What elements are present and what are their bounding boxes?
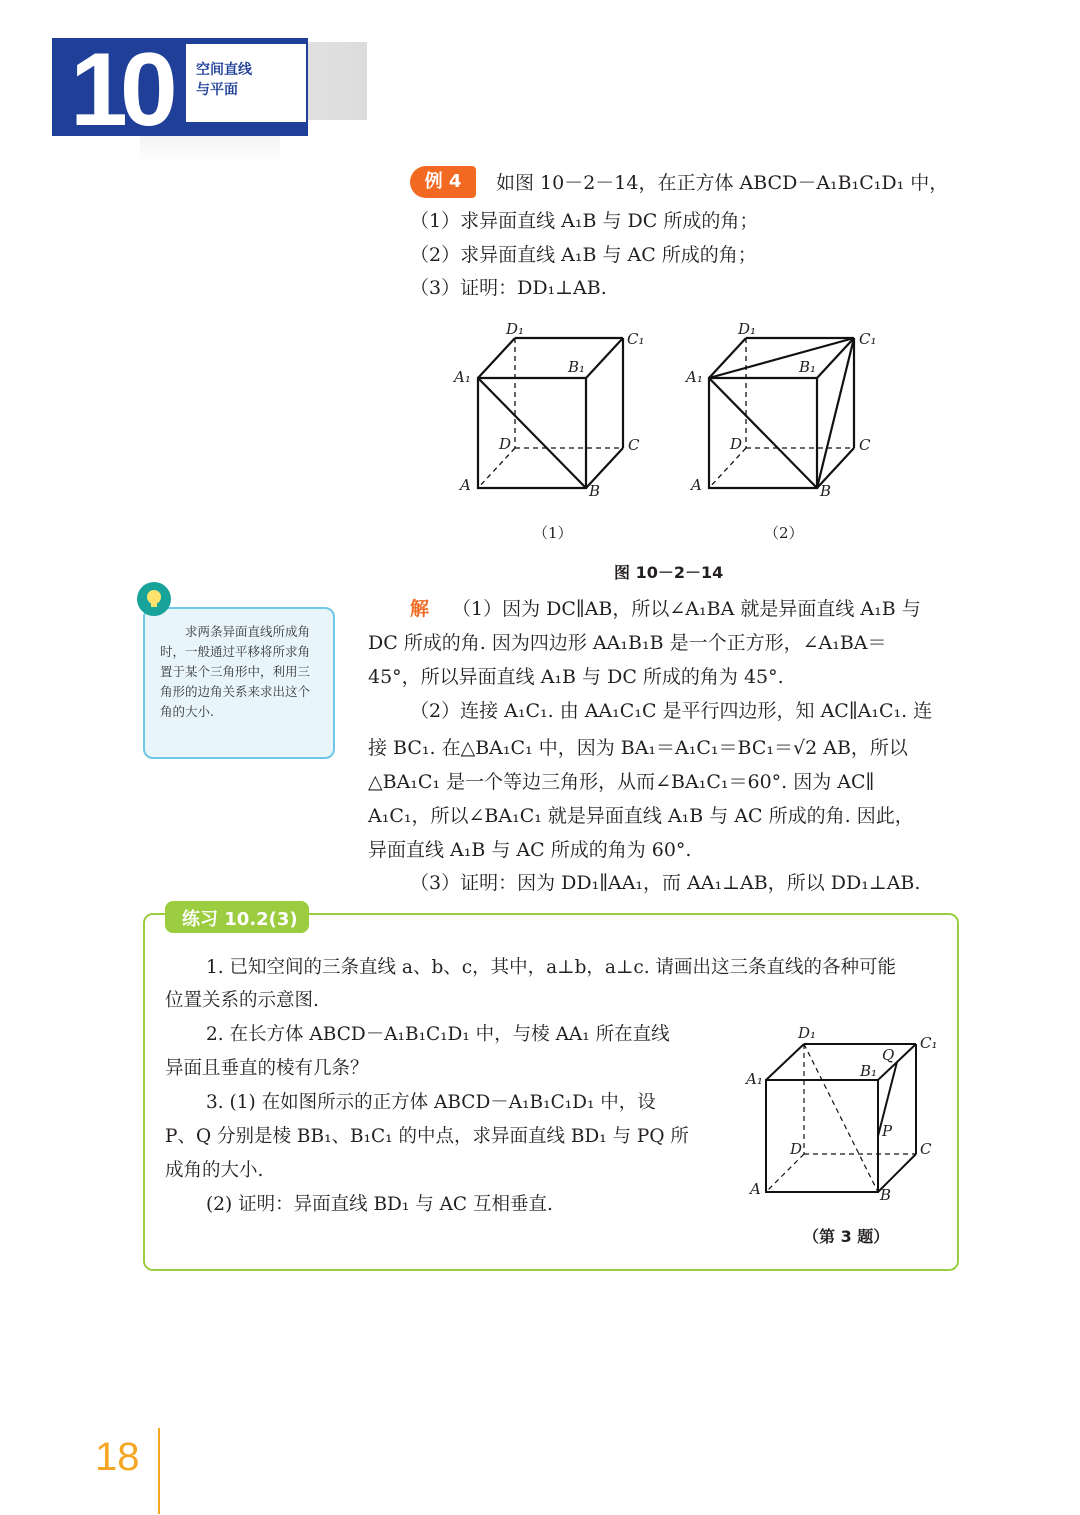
practice-figure-caption: （第 3 题） bbox=[803, 1227, 890, 1246]
label-B1: B₁ bbox=[799, 358, 817, 376]
label-B1: B₁ bbox=[860, 1062, 878, 1080]
label-A1: A₁ bbox=[746, 1070, 763, 1088]
solution-line: 异面直线 A₁B 与 AC 所成的角为 60°. bbox=[368, 839, 692, 861]
chapter-number: 10 bbox=[70, 32, 170, 148]
label-C: C bbox=[920, 1140, 932, 1158]
label-D1: D₁ bbox=[738, 320, 757, 338]
practice-line: (2) 证明：异面直线 BD₁ 与 AC 互相垂直. bbox=[206, 1194, 553, 1215]
solution-line: 45°，所以异面直线 A₁B 与 DC 所成的角为 45°. bbox=[368, 666, 784, 688]
label-D1: D₁ bbox=[506, 320, 525, 338]
label-B1: B₁ bbox=[568, 358, 586, 376]
practice-line: P、Q 分别是棱 BB₁、B₁C₁ 的中点，求异面直线 BD₁ 与 PQ 所 bbox=[165, 1126, 689, 1147]
label-B: B bbox=[589, 482, 601, 500]
example-intro: 如图 10－2－14，在正方体 ABCD－A₁B₁C₁D₁ 中， bbox=[496, 172, 949, 194]
label-D: D bbox=[790, 1140, 803, 1158]
solution-line: （2）连接 A₁C₁. 由 AA₁C₁C 是平行四边形，知 AC∥A₁C₁. 连 bbox=[410, 700, 933, 722]
label-C1: C₁ bbox=[627, 330, 645, 348]
label-C: C bbox=[628, 436, 640, 454]
practice-cube-figure bbox=[740, 1018, 950, 1218]
practice-line: 2. 在长方体 ABCD－A₁B₁C₁D₁ 中，与棱 AA₁ 所在直线 bbox=[206, 1024, 670, 1045]
solution-line: （1）因为 DC∥AB，所以∠A₁BA 就是异面直线 A₁B 与 bbox=[452, 598, 921, 620]
page-number-divider bbox=[158, 1428, 160, 1514]
tip-text: 求两条异面直线所成角时，一般通过平移将所求角置于某个三角形中，利用三角形的边角关系来求出这个角的大小. bbox=[160, 624, 311, 719]
label-Q: Q bbox=[882, 1046, 895, 1064]
label-C1: C₁ bbox=[859, 330, 877, 348]
page-number: 18 bbox=[95, 1435, 140, 1479]
solution-label: 解 bbox=[410, 598, 430, 620]
label-C: C bbox=[859, 436, 871, 454]
solution-line: （3）证明：因为 DD₁∥AA₁，而 AA₁⊥AB，所以 DD₁⊥AB. bbox=[410, 872, 921, 894]
lightbulb-icon bbox=[137, 582, 171, 616]
label-D: D bbox=[499, 435, 512, 453]
practice-line: 成角的大小. bbox=[165, 1160, 264, 1181]
label-B: B bbox=[880, 1186, 892, 1204]
question-2: （2）求异面直线 A₁B 与 AC 所成的角； bbox=[410, 244, 757, 266]
practice-line: 异面且垂直的棱有几条？ bbox=[165, 1058, 369, 1079]
label-A1: A₁ bbox=[686, 368, 703, 386]
solution-line: △BA₁C₁ 是一个等边三角形，从而∠BA₁C₁＝60°. 因为 AC∥ bbox=[368, 771, 875, 793]
label-D: D bbox=[730, 435, 743, 453]
label-A: A bbox=[750, 1180, 761, 1198]
cube-figure-2-labels bbox=[684, 320, 877, 500]
label-A: A bbox=[460, 476, 471, 494]
label-D1: D₁ bbox=[798, 1024, 817, 1042]
solution-line: DC 所成的角. 因为四边形 AA₁B₁B 是一个正方形，∠A₁BA＝ bbox=[368, 632, 887, 654]
question-1: （1）求异面直线 A₁B 与 DC 所成的角； bbox=[410, 210, 759, 232]
subfigure-1-label: （1） bbox=[533, 524, 573, 542]
chapter-title: 空间直线 与平面 bbox=[196, 62, 252, 98]
label-P: P bbox=[882, 1122, 893, 1140]
solution-line: 接 BC₁. 在△BA₁C₁ 中，因为 BA₁＝A₁C₁＝BC₁＝√2 AB，所以 bbox=[368, 737, 908, 759]
practice-line: 1. 已知空间的三条直线 a、b、c，其中，a⊥b，a⊥c. 请画出这三条直线的各种可能 bbox=[206, 957, 896, 978]
solution-line: A₁C₁，所以∠BA₁C₁ 就是异面直线 A₁B 与 AC 所成的角. 因此， bbox=[368, 805, 914, 827]
figure-caption: 图 10－2－14 bbox=[614, 563, 724, 582]
question-3: （3）证明：DD₁⊥AB. bbox=[410, 277, 607, 299]
practice-label: 练习 10.2(3) bbox=[182, 909, 298, 930]
practice-line: 3. (1) 在如图所示的正方体 ABCD－A₁B₁C₁D₁ 中，设 bbox=[206, 1092, 656, 1113]
label-A1: A₁ bbox=[454, 368, 471, 386]
cube-figure-2 bbox=[709, 338, 854, 488]
example-badge: 例 4 bbox=[410, 166, 476, 198]
subfigure-2-label: （2） bbox=[764, 524, 804, 542]
cube-figure-1 bbox=[478, 338, 623, 488]
label-A: A bbox=[691, 476, 702, 494]
label-C1: C₁ bbox=[920, 1034, 938, 1052]
cube-figures bbox=[440, 310, 900, 590]
label-B: B bbox=[820, 482, 832, 500]
practice-line: 位置关系的示意图. bbox=[165, 990, 319, 1011]
